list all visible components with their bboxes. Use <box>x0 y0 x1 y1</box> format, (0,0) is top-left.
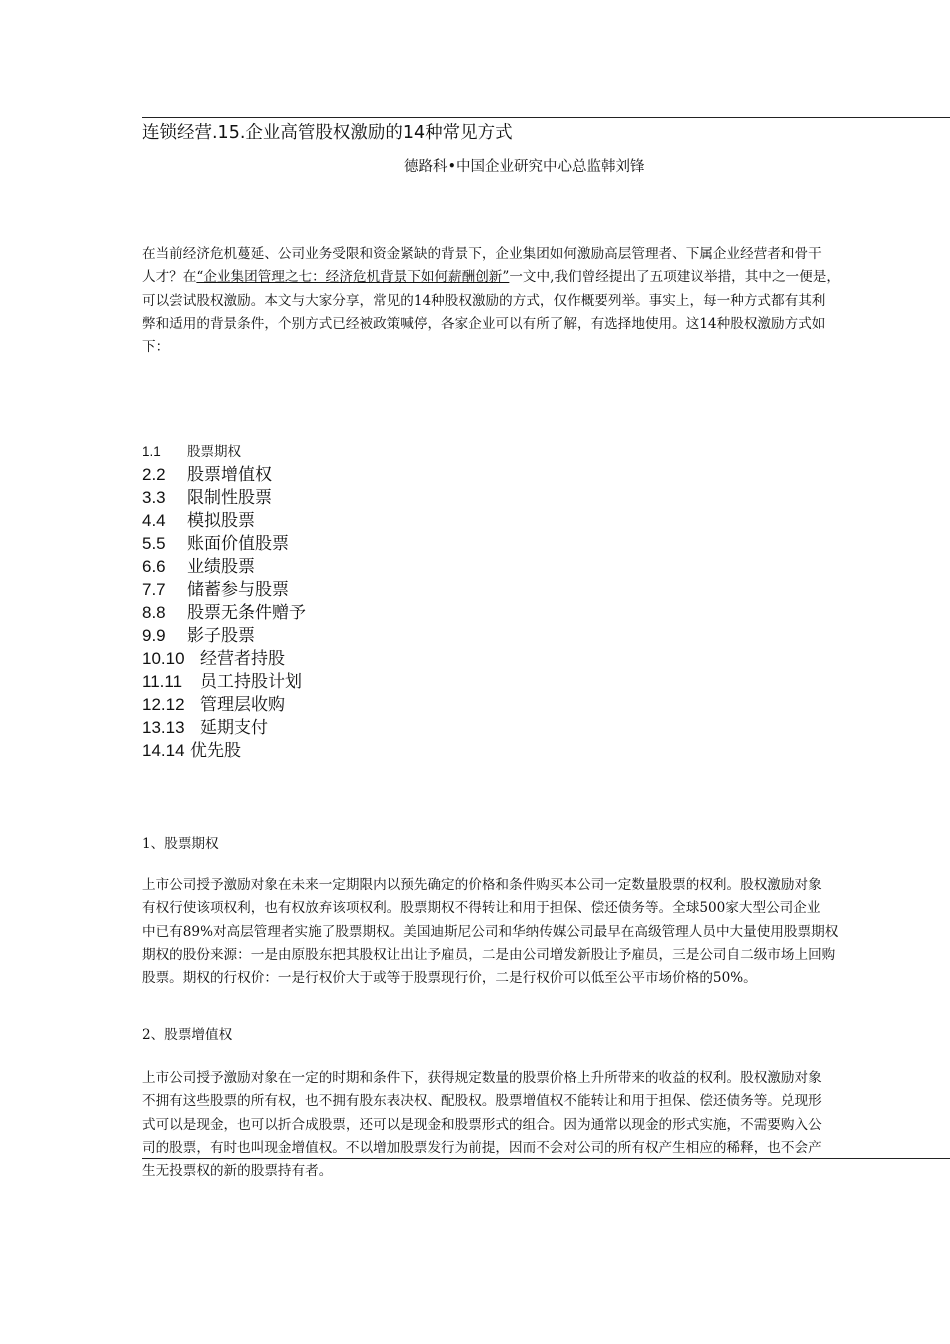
toc-item <box>142 647 306 670</box>
toc-label: 员工持股计划 <box>200 672 302 692</box>
article-link[interactable]: “企业集团管理之七：经济危机背景下如何薪酬创新” <box>196 269 510 286</box>
section-line: 上市公司授予激励对象在未来一定期限内以预先确定的价格和条件购买本公司一定数量股票的权利。股权激励对象 <box>142 877 822 893</box>
toc-number: 9.9 <box>142 626 166 645</box>
section-line: 上市公司授予激励对象在一定的时期和条件下，获得规定数量的股票价格上升所带来的收益的权利。股权激励对象 <box>142 1070 822 1086</box>
toc-number: 5.5 <box>142 534 166 553</box>
toc-item <box>142 716 306 739</box>
toc-label: 模拟股票 <box>187 511 255 531</box>
toc-number: 6.6 <box>142 557 166 576</box>
bottom-rule <box>142 1158 950 1159</box>
toc-label: 储蓄参与股票 <box>187 580 289 600</box>
toc-label: 股票期权 <box>187 444 241 460</box>
toc-label: 经营者持股 <box>200 649 285 669</box>
intro-text: 人才？在 <box>142 269 197 286</box>
toc-number: 4.4 <box>142 511 166 530</box>
toc-label: 业绩股票 <box>187 557 255 577</box>
toc-item <box>142 670 306 693</box>
toc-list <box>142 440 306 762</box>
toc-item <box>142 739 306 762</box>
intro-paragraph <box>142 243 950 359</box>
toc-number: 12.12 <box>142 695 185 714</box>
toc-item <box>142 463 306 486</box>
toc-item <box>142 601 306 624</box>
toc-item <box>142 486 306 509</box>
intro-line: 可以尝试股权激励。本文与大家分享，常见的14种股权激励的方式，仅作概要列举。事实上，每一种方式都有其利 <box>142 292 826 309</box>
top-rule <box>142 117 950 118</box>
toc-item <box>142 578 306 601</box>
section-heading: 2、股票增值权 <box>142 1027 233 1043</box>
toc-number: 10.10 <box>142 649 185 668</box>
section-line: 有权行使该项权利，也有权放弃该项权利。股票期权不得转让和用于担保、偿还债务等。全球500家大型公司企业 <box>142 900 821 917</box>
toc-label: 延期支付 <box>200 718 268 738</box>
section-line: 期权的股份来源：一是由原股东把其股权让出让予雇员，二是由公司增发新股让予雇员，三是公司自二级市场上回购 <box>142 946 836 963</box>
intro-line: 弊和适用的背景条件，个别方式已经被政策喊停，各家企业可以有所了解，有选择地使用。这14种股权激励方式如 <box>142 315 826 332</box>
toc-item <box>142 509 306 532</box>
intro-line <box>142 266 950 289</box>
intro-text: 一文中,我们曾经提出了五项建议举措，其中之一便是， <box>509 269 840 286</box>
toc-number: 2.2 <box>142 465 166 484</box>
section-line: 式可以是现金，也可以折合成股票，还可以是现金和股票形式的组合。因为通常以现金的形式实施，不需要购入公 <box>142 1116 822 1133</box>
toc-number: 8.8 <box>142 603 166 622</box>
toc-label: 优先股 <box>190 741 241 761</box>
toc-item <box>142 624 306 647</box>
toc-number: 14.14 <box>142 741 185 760</box>
document-title: 连锁经营.15.企业高管股权激励的14种常见方式 <box>142 123 513 143</box>
section-paragraph <box>142 1067 950 1183</box>
toc-number: 3.3 <box>142 488 166 507</box>
toc-number: 13.13 <box>142 718 185 737</box>
toc-item <box>142 440 306 463</box>
section-line: 生无投票权的新的股票持有者。 <box>142 1163 333 1180</box>
toc-item <box>142 693 306 716</box>
section-line: 司的股票，有时也叫现金增值权。不以增加股票发行为前提，因而不会对公司的所有权产生相应的稀释，也不会产 <box>142 1139 822 1156</box>
toc-label: 股票增值权 <box>187 465 272 485</box>
toc-number: 7.7 <box>142 580 166 599</box>
section-line: 不拥有这些股票的所有权，也不拥有股东表决权、配股权。股票增值权不能转让和用于担保、偿还债务等。兑现形 <box>142 1093 822 1110</box>
toc-number: 1.1 <box>142 444 161 459</box>
intro-line: 在当前经济危机蔓延、公司业务受限和资金紧缺的背景下，企业集团如何激励高层管理者、下属企业经营者和骨干 <box>142 246 822 262</box>
toc-label: 影子股票 <box>187 626 255 646</box>
section-heading: 1、股票期权 <box>142 836 219 852</box>
toc-item <box>142 532 306 555</box>
toc-label: 管理层收购 <box>200 695 285 715</box>
section-paragraph <box>142 874 950 990</box>
section-line: 股票。期权的行权价：一是行权价大于或等于股票现行价，二是行权价可以低至公平市场价格的50%。 <box>142 970 757 987</box>
toc-label: 账面价值股票 <box>187 534 289 554</box>
toc-label: 股票无条件赠予 <box>187 603 306 623</box>
toc-number: 11.11 <box>142 672 183 691</box>
toc-label: 限制性股票 <box>187 488 272 508</box>
toc-item <box>142 555 306 578</box>
intro-line: 下： <box>142 339 170 356</box>
byline: 德路科•中国企业研究中心总监韩刘锋 <box>404 159 645 175</box>
section-line: 中已有89%对高层管理者实施了股票期权。美国迪斯尼公司和华纳传媒公司最早在高级管理人员中大量使用股票期权 <box>142 923 839 940</box>
